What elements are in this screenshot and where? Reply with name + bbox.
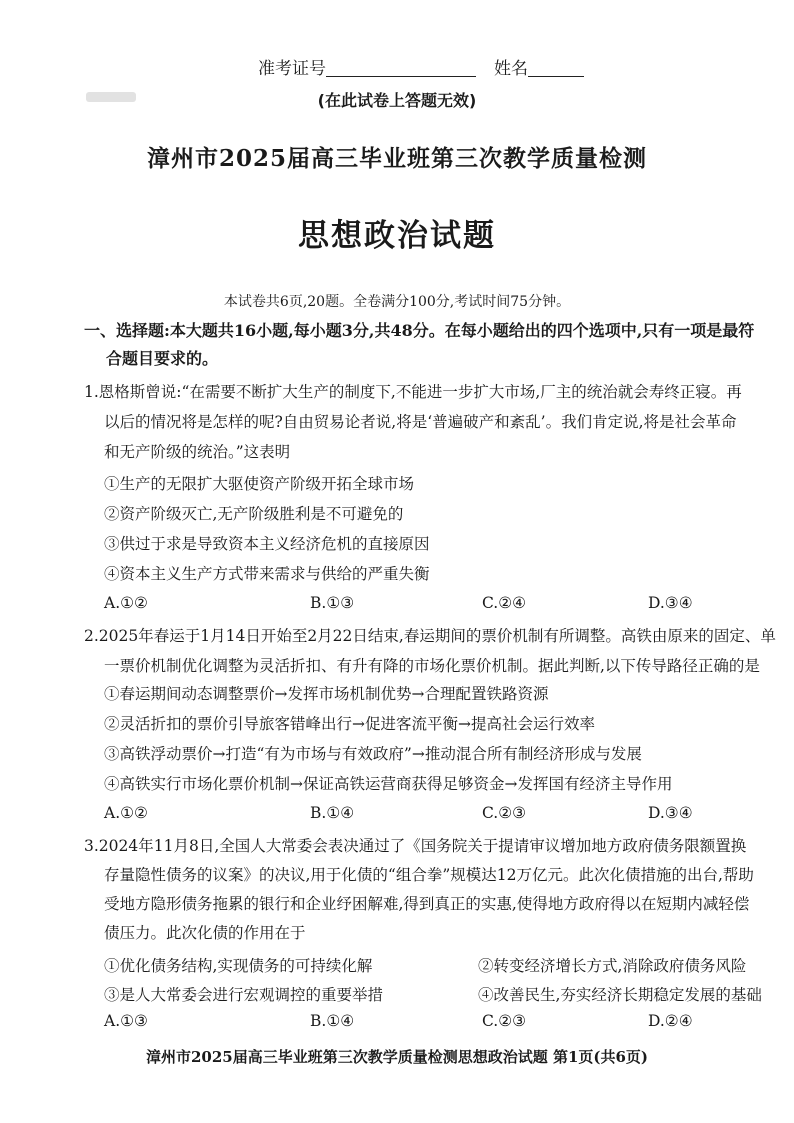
- q2-stem-line1: 2.2025年春运于1月14日开始至2月22日结束,春运期间的票价机制有所调整。高铁由原来的固定、单: [84, 627, 776, 645]
- section-heading-line2: 合题目要求的。: [106, 349, 219, 368]
- q3-stem-line2: 存量隐性债务的议案》的决议,用于化债的“组合拳”规模达12万亿元。此次化债措施的出台,帮助: [104, 866, 754, 884]
- name-line: [528, 56, 584, 77]
- q3-item-4: ④改善民生,夯实经济长期稳定发展的基础: [478, 986, 762, 1004]
- exam-number-label: 准考证号: [258, 59, 326, 79]
- q1-stem-line2: 以后的情况将是怎样的呢?自由贸易论者说,将是‘普遍破产和紊乱’。我们肯定说,将是社会革命: [104, 413, 737, 431]
- q1-option-c: C.②④: [482, 594, 527, 612]
- q3-option-d: D.②④: [648, 1012, 693, 1030]
- candidate-header: [0, 50, 794, 90]
- q2-option-d: D.③④: [648, 804, 693, 822]
- q3-item-1: ①优化债务结构,实现债务的可持续化解: [104, 957, 373, 975]
- q1-stem-line3: 和无产阶级的统治。”这表明: [104, 443, 291, 461]
- q3-stem-line4: 债压力。此次化债的作用在于: [104, 924, 306, 942]
- q1-item-1: ①生产的无限扩大驱使资产阶级开拓全球市场: [104, 475, 415, 493]
- q1-option-b: B.①③: [310, 594, 355, 612]
- subject-title: 思想政治试题: [298, 218, 496, 254]
- q1-item-3: ③供过于求是导致资本主义经济危机的直接原因: [104, 535, 430, 553]
- q2-item-3: ③高铁浮动票价→打造“有为市场与有效政府”→推动混合所有制经济形成与发展: [104, 745, 642, 763]
- q2-item-4: ④高铁实行市场化票价机制→保证高铁运营商获得足够资金→发挥国有经济主导作用: [104, 775, 673, 793]
- q3-option-b: B.①④: [310, 1012, 355, 1030]
- exam-title: 漳州市2025届高三毕业班第三次教学质量检测: [146, 145, 647, 172]
- page-footer: 漳州市2025届高三毕业班第三次教学质量检测思想政治试题 第1页(共6页): [145, 1048, 649, 1066]
- name-label: 姓名: [494, 59, 528, 79]
- exam-info: 本试卷共6页,20题。全卷满分100分,考试时间75分钟。: [223, 294, 571, 310]
- exam-number-line: [326, 56, 476, 77]
- q3-stem-line1: 3.2024年11月8日,全国人大常委会表决通过了《国务院关于提请审议增加地方政府债务限额置换: [84, 837, 747, 855]
- answer-invalid-note: (在此试卷上答题无效): [317, 91, 477, 110]
- q2-option-b: B.①④: [310, 804, 355, 822]
- q3-item-3: ③是人大常委会进行宏观调控的重要举措: [104, 986, 384, 1004]
- q2-option-a: A.①②: [104, 804, 148, 822]
- q2-stem-line2: 一票价机制优化调整为灵活折扣、有升有降的市场化票价机制。据此判断,以下传导路径正确的是: [104, 657, 760, 675]
- q2-option-c: C.②③: [482, 804, 527, 822]
- q3-item-2: ②转变经济增长方式,消除政府债务风险: [478, 957, 747, 975]
- q2-item-2: ②灵活折扣的票价引导旅客错峰出行→促进客流平衡→提高社会运行效率: [104, 715, 595, 733]
- q1-item-4: ④资本主义生产方式带来需求与供给的严重失衡: [104, 565, 430, 583]
- q3-stem-line3: 受地方隐形债务拖累的银行和企业纾困解难,得到真正的实惠,使得地方政府得以在短期内减轻偿: [104, 895, 750, 913]
- q3-option-c: C.②③: [482, 1012, 527, 1030]
- q1-option-d: D.③④: [648, 594, 693, 612]
- q1-stem-line1: 1.恩格斯曾说:“在需要不断扩大生产的制度下,不能进一步扩大市场,厂主的统治就会寿终正寝。再: [84, 383, 742, 401]
- q1-option-a: A.①②: [104, 594, 148, 612]
- q1-item-2: ②资产阶级灭亡,无产阶级胜利是不可避免的: [104, 505, 404, 523]
- q2-item-1: ①春运期间动态调整票价→发挥市场机制优势→合理配置铁路资源: [104, 685, 549, 703]
- q3-option-a: A.①③: [104, 1012, 148, 1030]
- section-heading-line1: 一、选择题:本大题共16小题,每小题3分,共48分。在每小题给出的四个选项中,只有一项是最符: [84, 321, 755, 340]
